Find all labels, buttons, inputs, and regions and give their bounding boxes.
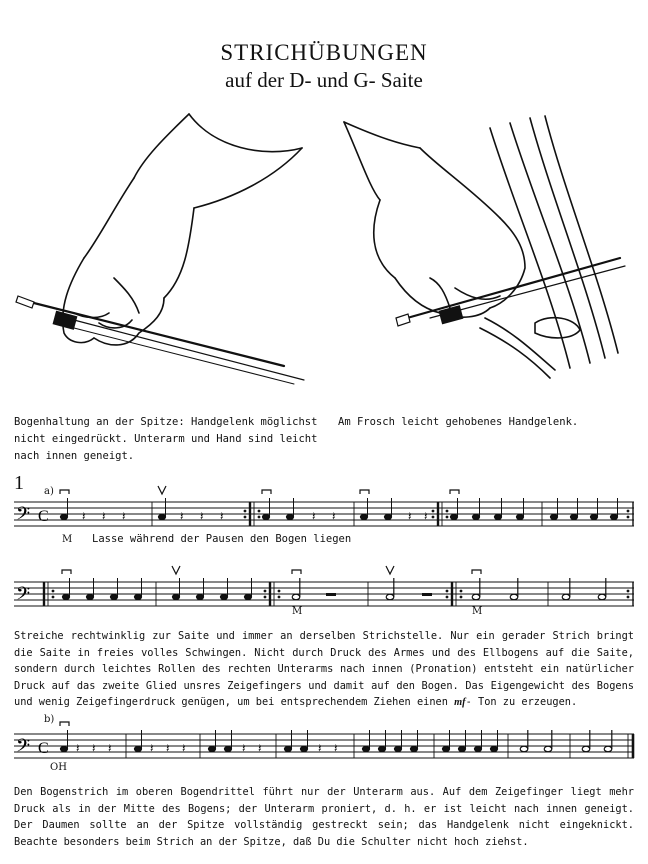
svg-text:𝄢: 𝄢	[16, 504, 31, 529]
svg-text:𝄽: 𝄽	[108, 741, 112, 755]
caption-right: Am Frosch leicht gehobenes Handgelenk.	[338, 416, 579, 428]
svg-text:𝄽: 𝄽	[332, 509, 336, 523]
svg-text:𝄽: 𝄽	[82, 509, 86, 523]
svg-text:𝄽: 𝄽	[424, 509, 428, 523]
svg-text:C: C	[38, 508, 49, 525]
svg-text:𝄢: 𝄢	[16, 736, 31, 761]
caption-left-line: Bogenhaltung an der Spitze: Handgelenk möglichst	[14, 416, 318, 428]
svg-text:𝄢: 𝄢	[16, 584, 31, 609]
caption-left-line: nach innen geneigt.	[14, 450, 135, 462]
svg-text:C: C	[38, 740, 49, 757]
paragraph-text: - Ton zu erzeugen.	[465, 696, 578, 708]
svg-text:𝄽: 𝄽	[166, 741, 170, 755]
svg-text:𝄽: 𝄽	[150, 741, 154, 755]
bow-mark-m: M	[292, 606, 303, 617]
paragraph-upper-third: Den Bogenstrich im oberen Bogendrittel führt nur der Unterarm aus. Auf dem Zeigefinger liegt mehr Druck als in der Mitte des Bogens; der Unterarm proniert, d. h. er ist leicht nach innen geneigt. Der Daumen sollte an der Spitze vollständig gestreckt sein; das Handgelenk nicht eingeknickt. Beachte besonders beim Strich an der Spitze, daß Du die Schulter nicht hoch ziehst.	[14, 786, 634, 848]
svg-text:𝄽: 𝄽	[312, 509, 316, 523]
instruction-text: Lasse während der Pausen den Bogen liegen	[92, 533, 352, 545]
exercise-number: 1	[14, 472, 24, 494]
page-title: STRICHÜBUNGEN	[220, 40, 428, 65]
svg-text:𝄽: 𝄽	[76, 741, 80, 755]
paragraph-text: Streiche rechtwinklig zur Saite und immer an derselben Strichstelle. Nur ein gerader Strich bringt die Saite in freies volles Schwingen. Nicht durch Druck des Armes und des Ellbogens auf die Saite, sondern durch leichtes Rollen des rechten Unterarms nach innen (Pronation) entsteht ein natürlicher Druck auf das zweite Glied unsres Zeigefingers und damit auf den Bogen. Das Eigengewicht des Bogens und wenig Zeigefingerdruck genügen, um bei entsprechendem Ziehen einen	[14, 630, 634, 708]
svg-text:𝄽: 𝄽	[334, 741, 338, 755]
page-subtitle: auf der D- und G- Saite	[225, 68, 423, 92]
caption-left-line: nicht eingedrückt. Unterarm und Hand sind leicht	[14, 433, 318, 445]
caption-left	[14, 414, 324, 465]
svg-text:𝄽: 𝄽	[180, 509, 184, 523]
paragraph-technique	[14, 628, 634, 712]
svg-text:𝄽: 𝄽	[318, 741, 322, 755]
svg-text:𝄽: 𝄽	[122, 509, 126, 523]
svg-text:𝄽: 𝄽	[102, 509, 106, 523]
bow-mark-m: M	[62, 534, 73, 545]
illustration-bow-tip	[14, 108, 314, 388]
svg-text:𝄽: 𝄽	[220, 509, 224, 523]
dynamic-mf: mf	[454, 697, 466, 708]
svg-text:𝄽: 𝄽	[242, 741, 246, 755]
svg-text:𝄽: 𝄽	[200, 509, 204, 523]
part-b-label: b)	[44, 714, 55, 725]
bow-mark-m: M	[472, 606, 483, 617]
svg-text:𝄽: 𝄽	[92, 741, 96, 755]
music-staff-3	[14, 722, 634, 772]
svg-text:𝄽: 𝄽	[182, 741, 186, 755]
part-a-label: a)	[44, 486, 54, 497]
svg-text:𝄽: 𝄽	[258, 741, 262, 755]
music-staff-2	[14, 570, 634, 620]
svg-text:𝄽: 𝄽	[408, 509, 412, 523]
illustration-bow-frog	[340, 108, 640, 388]
bow-mark-oh: OH	[50, 762, 67, 773]
